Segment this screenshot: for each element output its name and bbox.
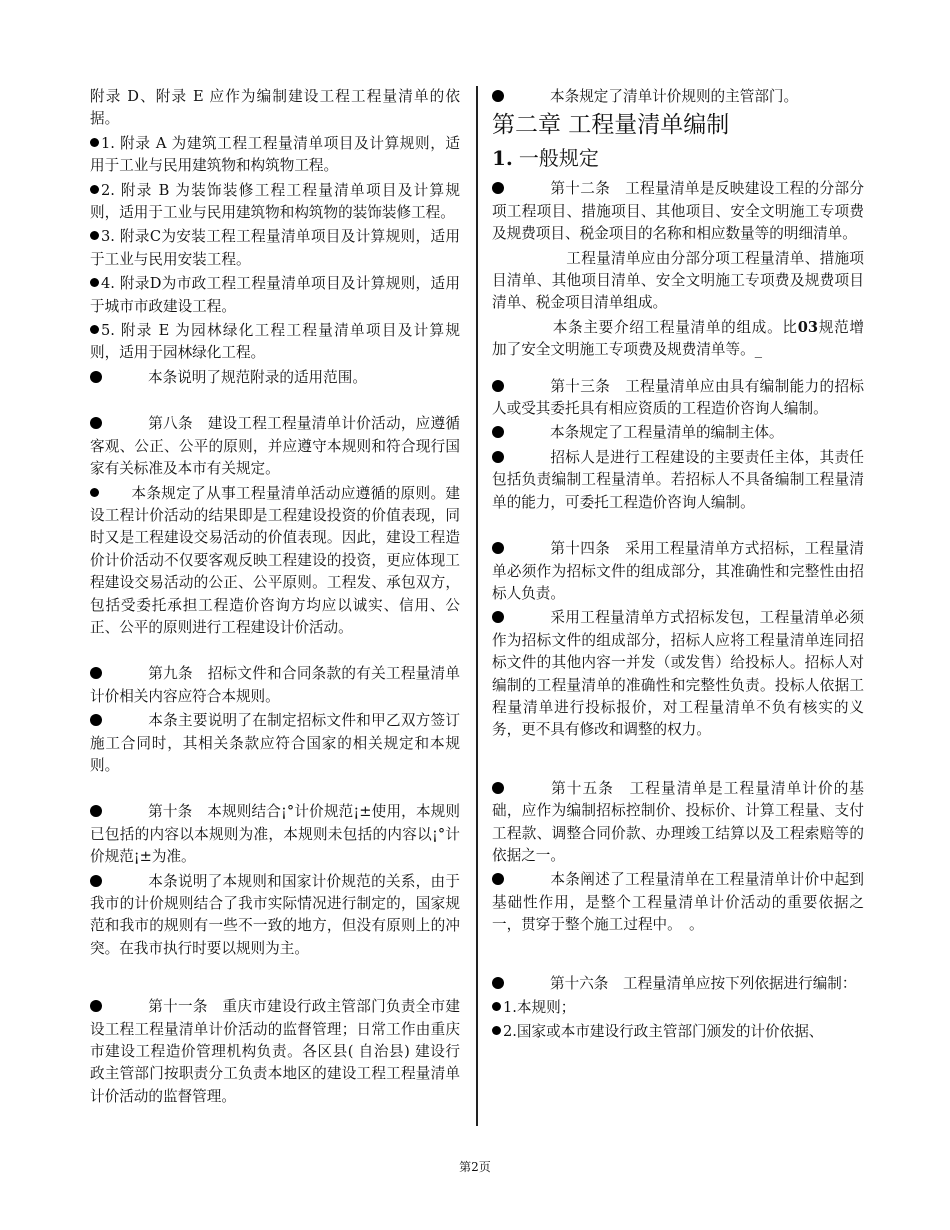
- list-item: [492, 997, 864, 1019]
- article-15: [492, 778, 864, 868]
- paragraph-text: 本条规定了工程量清单的编制主体。: [550, 424, 784, 442]
- left-column: [90, 86, 460, 1110]
- paragraph-text: 第八条 建设工程工程量清单计价活动，应遵循客观、公正、公平的原则，并应遵守本规则和符合现行国家有关标准及本市有关规定。: [90, 415, 460, 478]
- bullet-icon: [90, 805, 102, 817]
- article-10: [90, 801, 460, 868]
- bullet-icon: [492, 90, 504, 102]
- note: [492, 607, 864, 741]
- paragraph: [492, 317, 864, 362]
- bullet-icon: [90, 371, 102, 383]
- section-title: 一般规定: [518, 146, 599, 171]
- paragraph-text: 1.本规则；: [503, 999, 576, 1016]
- paragraph-text: 本条规定了从事工程量清单活动应遵循的原则。建设工程计价活动的结果即是工程建设投资的价值表现，同时又是工程建设交易活动的价值表现。因此，建设工程造价计价活动不仅要客观反映工程建设的投资，更应体现工程建设交易活动的公正、公平原则。工程发、承包双方，包括受委托承担工程造价咨询方均应以诚实、信用、公正、公平的原则进行工程建设计价活动。: [90, 484, 460, 636]
- list-item: [90, 133, 460, 178]
- bullet-icon: [492, 611, 504, 623]
- paragraph-text: 工程量清单应由分部分项工程量清单、措施项目清单、其他项目清单、安全文明施工专项费及规费项目清单、税金项目清单组成。: [492, 249, 864, 312]
- paragraph-text: 本条规定了清单计价规则的主管部门。: [550, 88, 799, 105]
- section-number: 1.: [492, 146, 513, 171]
- paragraph-text: 第十五条 工程量清单是工程量清单计价的基础，应作为编制招标控制价、投标价、计算工程量、支付工程款、调整合同价款、办理竣工结算以及工程索赔等的依据之一。: [492, 779, 864, 864]
- bullet-icon: [90, 667, 102, 679]
- note: [90, 367, 460, 389]
- paragraph-text: 第九条 招标文件和合同条款的有关工程量清单计价相关内容应符合本规则。: [90, 665, 460, 705]
- bullet-icon: [492, 426, 504, 438]
- paragraph-text: 第十一条 重庆市建设行政主管部门负责全市建设工程工程量清单计价活动的监督管理；日常工作由重庆市建设工程造价管理机构负责。各区县( 自治县) 建设行政主管部门按职责分工负责本地区的建设工程工程量清单计价活动的监督管理。: [90, 998, 460, 1105]
- bullet-icon: [492, 873, 504, 885]
- note: [90, 871, 460, 961]
- list-item: [90, 180, 460, 225]
- bullet-icon: [492, 1026, 501, 1035]
- bullet-icon: [492, 977, 504, 989]
- bullet-icon: [90, 1000, 102, 1012]
- paragraph-text: 4. 附录D为市政工程工程量清单项目及计算规则，适用于城市市政建设工程。: [90, 275, 460, 315]
- bullet-icon: [492, 451, 504, 463]
- bullet-icon: [90, 278, 99, 287]
- paragraph: [90, 86, 460, 131]
- bullet-icon: [90, 325, 99, 334]
- paragraph-text: 招标人是进行工程建设的主要责任主体，其责任包括负责编制工程量清单。若招标人不具备编制工程量清单的能力，可委托工程造价咨询人编制。: [492, 448, 864, 511]
- article-9: [90, 663, 460, 708]
- article-16: [492, 973, 864, 995]
- note: [492, 869, 864, 936]
- paragraph-text: 本条主要说明了在制定招标文件和甲乙双方签订施工合同时，其相关条款应符合国家的相关规定和本规则。: [90, 712, 460, 774]
- paragraph-text: 本条说明了本规则和国家计价规范的关系，由于我市的计价规则结合了我市实际情况进行制定的，国家规范和我市的规则有一些不一致的地方，但没有原则上的冲突。在我市执行时要以规则为主。: [90, 872, 460, 957]
- bullet-icon: [90, 417, 102, 429]
- bullet-icon: [90, 714, 102, 726]
- paragraph-text: 第十六条 工程量清单应按下列依据进行编制：: [550, 974, 857, 992]
- bullet-icon: [90, 875, 102, 887]
- note: [492, 422, 864, 444]
- list-item: [90, 226, 460, 271]
- list-item: [492, 1021, 864, 1043]
- list-item: [90, 320, 460, 365]
- bullet-icon: [492, 1002, 501, 1011]
- bullet-icon: [90, 185, 99, 194]
- note: [90, 483, 460, 640]
- note: [492, 86, 864, 108]
- article-12: [492, 178, 864, 245]
- bullet-icon: [90, 138, 99, 147]
- paragraph-text: 1. 附录 A 为建筑工程工程量清单项目及计算规则，适用于工业与民用建筑物和构筑物工程。: [90, 134, 460, 175]
- right-column: [492, 86, 864, 1046]
- chapter-heading: 第二章 工程量清单编制: [492, 112, 730, 139]
- page-number: 第2页: [459, 1160, 491, 1174]
- article-11: [90, 996, 460, 1108]
- bullet-icon: [492, 380, 504, 392]
- bullet-icon: [492, 782, 504, 794]
- note: [90, 710, 460, 777]
- paragraph-text: 本条阐述了工程量清单在工程量清单计价中起到基础性作用，是整个工程量清单计价活动的重要依据之一，贯穿于整个施工过程中。 。: [492, 871, 864, 934]
- paragraph-text: 采用工程量清单方式招标发包，工程量清单必须作为招标文件的组成部分，招标人应将工程量清单连同招标文件的其他内容一并发（或发售）给投标人。招标人对编制的工程量清单的准确性和完整性负责。投标人依据工程量清单进行投标报价，对工程量清单不负有核实的义务，更不具有修改和调整的权力。: [492, 609, 864, 739]
- paragraph-text: 第十三条 工程量清单应由具有编制能力的招标人或受其委托具有相应资质的工程造价咨询人编制。: [492, 377, 864, 418]
- list-item: [90, 273, 460, 318]
- paragraph-text: 2.国家或本市建设行政主管部门颁发的计价依据、: [503, 1023, 824, 1041]
- paragraph-text: 2. 附录 B 为装饰装修工程工程量清单项目及计算规则，适用于工业与民用建筑物和构筑物的装饰装修工程。: [90, 181, 460, 222]
- paragraph-text: 3. 附录C为安装工程工程量清单项目及计算规则，适用于工业与民用安装工程。: [90, 228, 460, 268]
- paragraph-text: 本条主要介绍工程量清单的组成。比: [552, 318, 798, 336]
- note: [492, 447, 864, 514]
- section-heading: [492, 144, 864, 172]
- paragraph-text: 附录 D、附录 E 应作为编制建设工程工程量清单的依据。: [90, 88, 460, 128]
- paragraph-text-bold: 03: [797, 318, 819, 336]
- paragraph-text: 本条说明了规范附录的适用范围。: [148, 368, 367, 386]
- paragraph-text: 第十二条 工程量清单是反映建设工程的分部分项工程项目、措施项目、其他项目、安全文明施工专项费及规费项目、税金项目的名称和相应数量等的明细清单。: [492, 180, 864, 243]
- bullet-icon: [90, 488, 99, 497]
- paragraph-text: 第十四条 采用工程量清单方式招标，工程量清单必须作为招标文件的组成部分，其准确性和完整性由招标人负责。: [492, 540, 864, 602]
- paragraph-text: 规范增加了安全文明施工专项费及规费清单等。_: [492, 318, 864, 359]
- paragraph-text: 第十条 本规则结合¡°计价规范¡±使用，本规则已包括的内容以本规则为准，本规则未包括的内容以¡°计价规范¡±为准。: [90, 803, 460, 866]
- bullet-icon: [492, 182, 504, 194]
- bullet-icon: [90, 231, 99, 240]
- article-14: [492, 538, 864, 605]
- paragraph-text: 5. 附录 E 为园林绿化工程工程量清单项目及计算规则，适用于园林绿化工程。: [90, 322, 460, 362]
- column-divider: [476, 86, 478, 1126]
- paragraph: [492, 248, 864, 315]
- article-13: [492, 376, 864, 421]
- article-8: [90, 413, 460, 480]
- bullet-icon: [492, 542, 504, 554]
